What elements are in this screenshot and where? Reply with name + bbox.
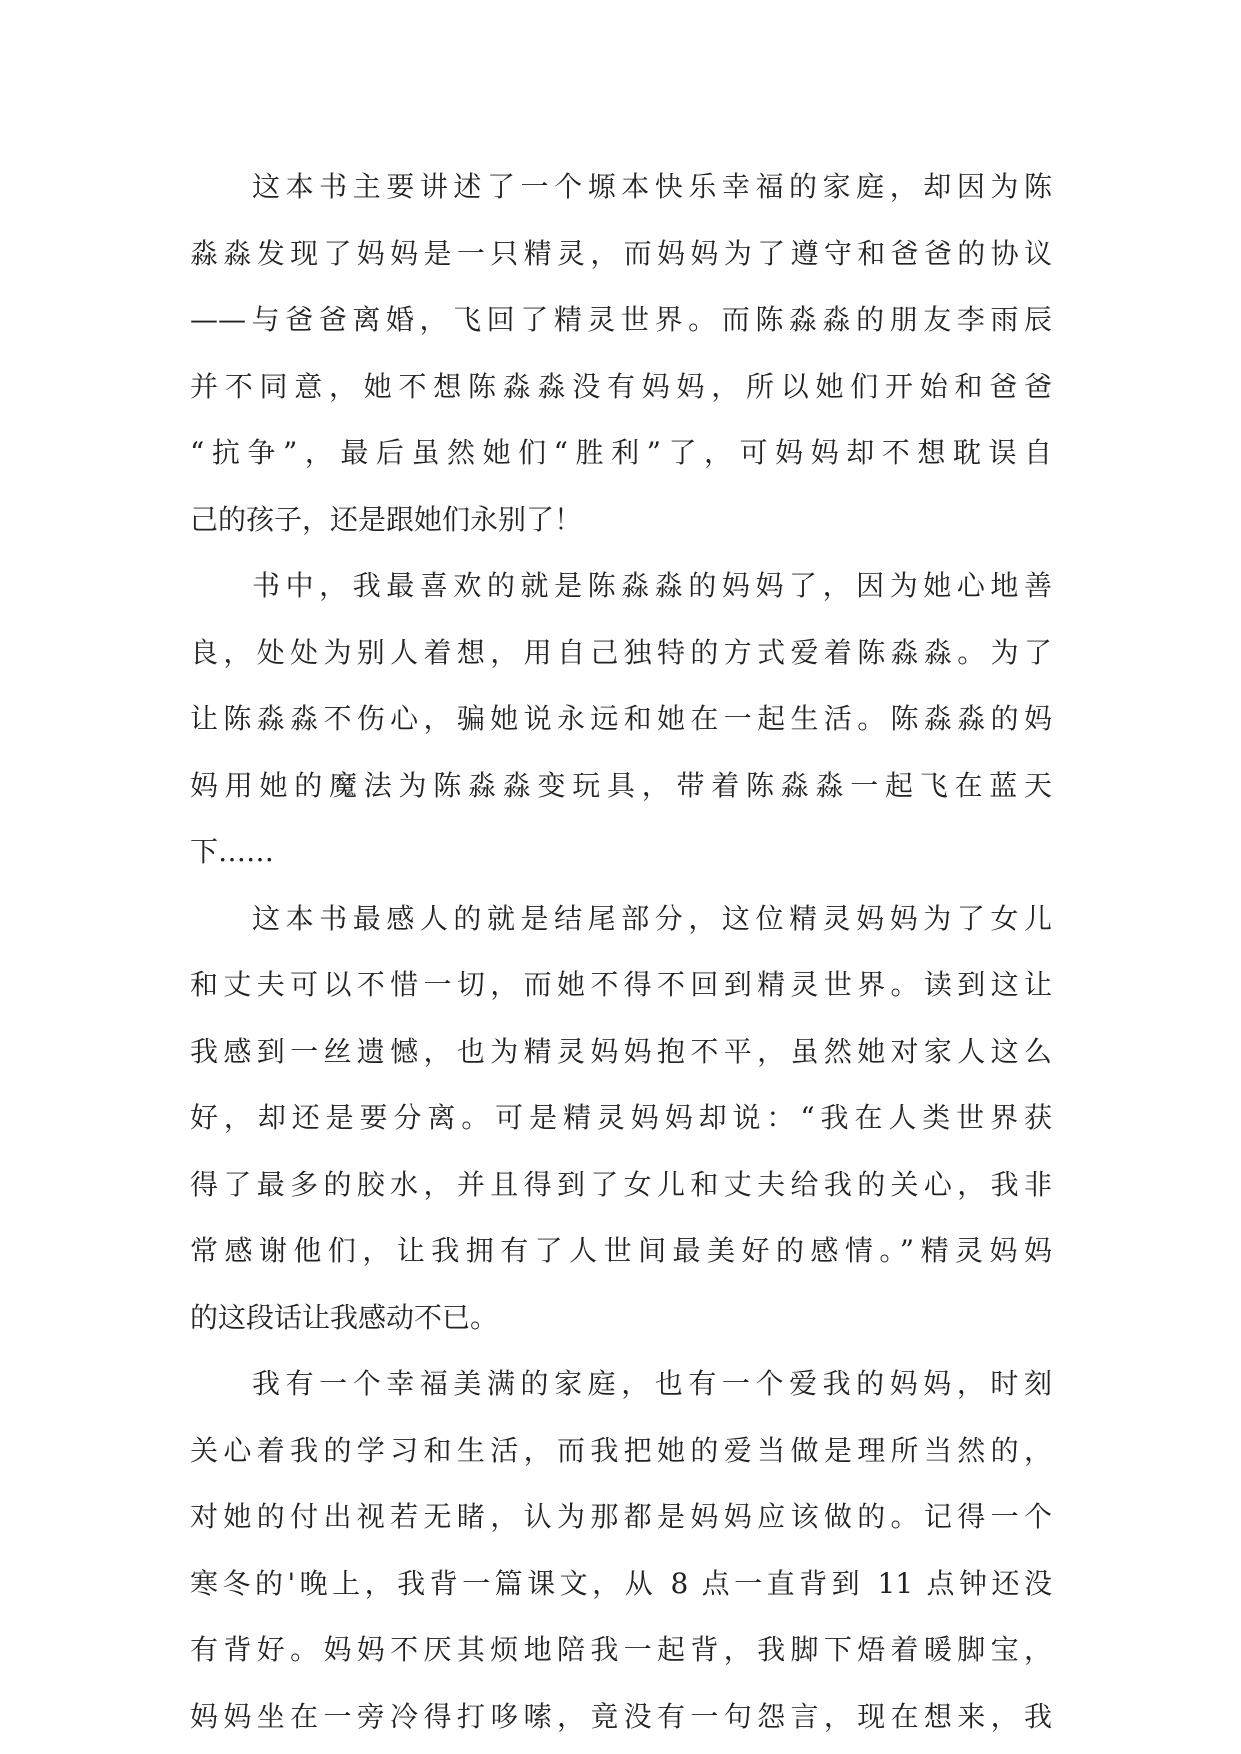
text-line: 我有一个幸福美满的家庭，也有一个爱我的妈妈，时刻 <box>252 1367 1052 1400</box>
text-line: 妈妈坐在一旁冷得打哆嗦，竟没有一句怨言，现在想来，我 <box>190 1699 1052 1733</box>
text-line: 妈用她的魔法为陈淼淼变玩具，带着陈淼淼一起飞在蓝天 <box>190 768 1052 802</box>
text-line: 书中，我最喜欢的就是陈淼淼的妈妈了，因为她心地善 <box>252 569 1052 602</box>
text-line: 的这段话让我感动不已。 <box>190 1300 499 1334</box>
text-line: 并不同意，她不想陈淼淼没有妈妈，所以她们开始和爸爸 <box>190 369 1052 403</box>
text-line: 得了最多的胶水，并且得到了女儿和丈夫给我的关心，我非 <box>190 1167 1052 1201</box>
text-line: 常感谢他们，让我拥有了人世间最美好的感情。”精灵妈妈 <box>190 1234 1052 1267</box>
text-line: 让陈淼淼不伤心，骗她说永远和她在一起生活。陈淼淼的妈 <box>190 702 1052 735</box>
paragraph-1 <box>190 154 1052 553</box>
text-line: 己的孩子，还是跟她们永别了！ <box>190 502 583 536</box>
text-line: 和丈夫可以不惜一切，而她不得不回到精灵世界。读到这让 <box>190 968 1052 1001</box>
document-body <box>190 154 1052 1750</box>
text-line: 这本书主要讲述了一个塬本快乐幸福的家庭，却因为陈 <box>252 170 1052 203</box>
text-line: 对她的付出视若无睹，认为那都是妈妈应该做的。记得一个 <box>190 1500 1052 1533</box>
paragraph-2 <box>190 553 1052 886</box>
text-line: 好，却还是要分离。可是精灵妈妈却说：“我在人类世界获 <box>190 1101 1052 1134</box>
paragraph-4 <box>190 1351 1052 1750</box>
text-line: 有背好。妈妈不厌其烦地陪我一起背，我脚下焐着暖脚宝， <box>190 1633 1052 1666</box>
text-line: 寒冬的'晚上，我背一篇课文，从 8 点一直背到 11 点钟还没 <box>190 1566 1052 1600</box>
text-line: 淼淼发现了妈妈是一只精灵，而妈妈为了遵守和爸爸的协议 <box>190 236 1052 270</box>
text-line: 关心着我的学习和生活，而我把她的爱当做是理所当然的， <box>190 1433 1052 1467</box>
text-line: “抗争”，最后虽然她们“胜利”了，可妈妈却不想耽误自 <box>190 436 1052 469</box>
text-line: 我感到一丝遗憾，也为精灵妈妈抱不平，虽然她对家人这么 <box>190 1034 1052 1068</box>
text-line: 良，处处为别人着想，用自己独特的方式爱着陈淼淼。为了 <box>190 635 1052 669</box>
paragraph-3 <box>190 886 1052 1352</box>
text-line: ——与爸爸离婚，飞回了精灵世界。而陈淼淼的朋友李雨辰 <box>190 303 1052 336</box>
text-line: 下…… <box>190 835 275 868</box>
text-line: 这本书最感人的就是结尾部分，这位精灵妈妈为了女儿 <box>252 901 1052 935</box>
